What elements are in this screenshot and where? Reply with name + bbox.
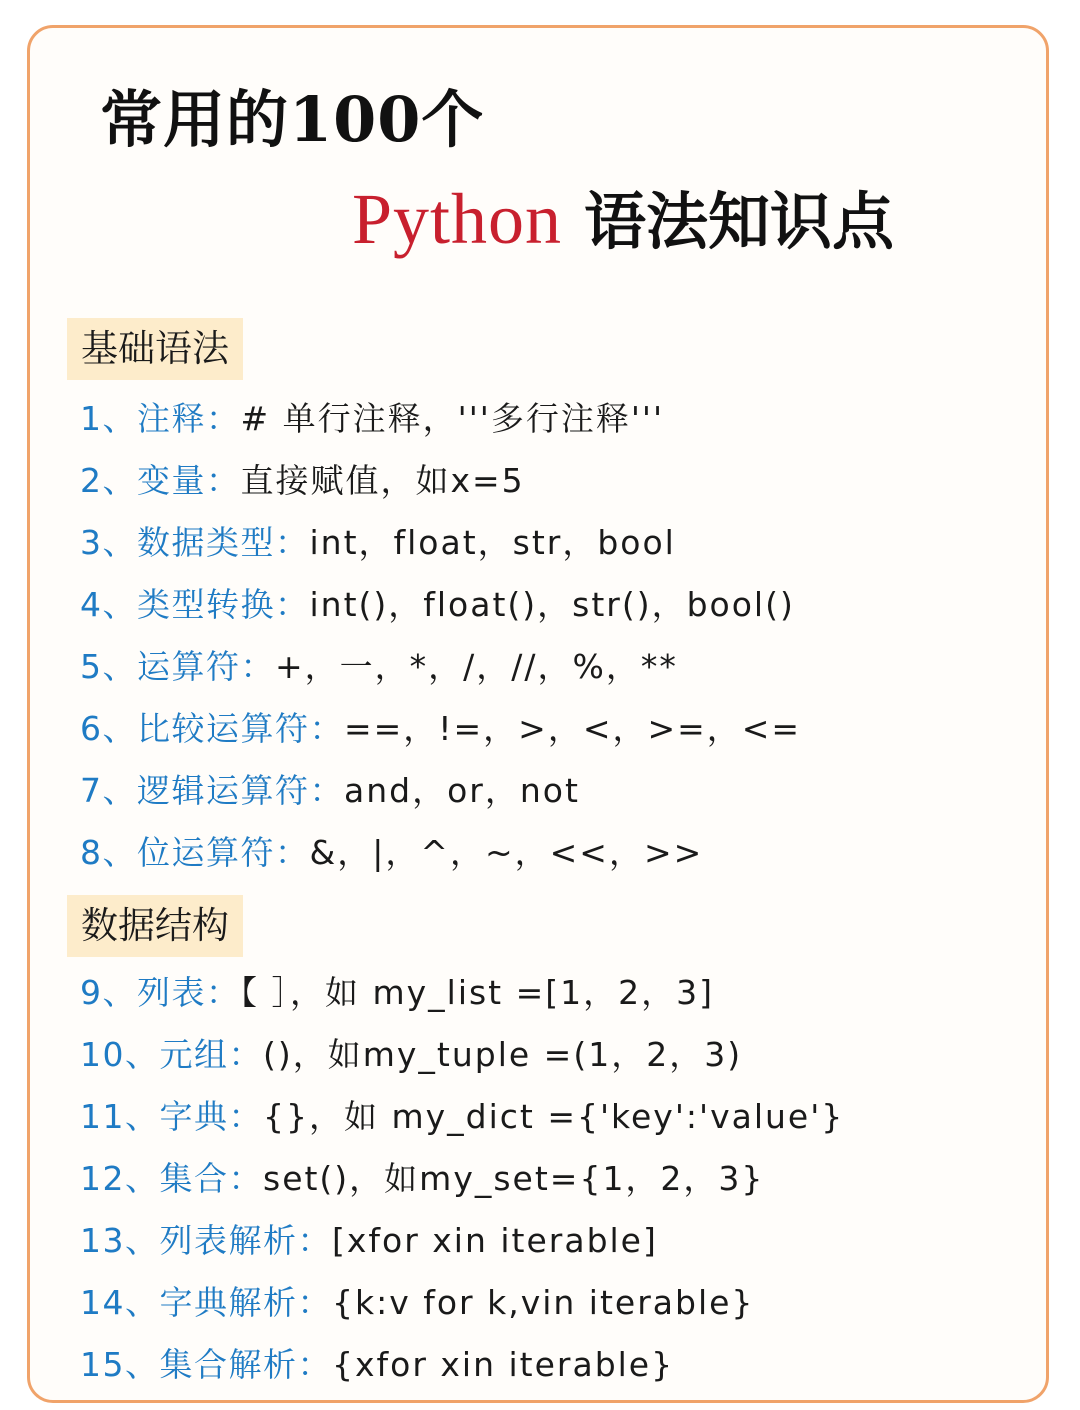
- item-label: 6、比较运算符：: [80, 709, 344, 748]
- item-label: 7、逻辑运算符：: [80, 771, 344, 810]
- item-label: 13、列表解析：: [80, 1221, 332, 1260]
- section-heading-data-structures: 数据结构: [67, 895, 243, 957]
- list-item: [80, 518, 676, 568]
- item-value: &，|，^，~，<<，>>: [309, 833, 704, 872]
- item-label: 15、集合解析：: [80, 1345, 332, 1384]
- item-value: ==，!=，>，<，>=，<=: [344, 709, 802, 748]
- item-value: +，一，*，/，//，%，**: [275, 647, 678, 686]
- item-label: 1、注释：: [80, 399, 241, 438]
- list-item: [80, 1278, 754, 1328]
- list-item: [80, 580, 795, 630]
- list-item: [80, 1154, 764, 1204]
- item-value: {k:v for k,vin iterable}: [332, 1283, 755, 1322]
- item-label: 4、类型转换：: [80, 585, 310, 624]
- item-value: {}，如 my_dict ={'key':'value'}: [263, 1097, 845, 1136]
- item-label: 9、列表：: [80, 973, 241, 1012]
- item-label: 12、集合：: [80, 1159, 263, 1198]
- item-value: set()，如my_set={1，2，3}: [263, 1159, 765, 1198]
- item-value: # 单行注释，'''多行注释''': [240, 399, 665, 438]
- title-python: Python: [352, 179, 563, 259]
- item-value: int()，float()，str()，bool(): [309, 585, 795, 624]
- item-label: 2、变量：: [80, 461, 241, 500]
- item-label: 14、字典解析：: [80, 1283, 332, 1322]
- item-value: {xfor xin iterable}: [332, 1345, 675, 1384]
- title-line-1: 常用的100个: [100, 83, 485, 156]
- item-value: ()，如my_tuple =(1，2，3): [263, 1035, 743, 1074]
- list-item: [80, 704, 801, 754]
- item-label: 8、位运算符：: [80, 833, 310, 872]
- item-value: [xfor xin iterable]: [332, 1221, 658, 1260]
- item-value: int，float，str，bool: [309, 523, 676, 562]
- item-label: 5、运算符：: [80, 647, 275, 686]
- section-heading-basic-syntax: 基础语法: [67, 318, 243, 380]
- list-item: [80, 456, 525, 506]
- list-item: [80, 828, 703, 878]
- title-rest: 语法知识点: [584, 185, 895, 258]
- list-item: [80, 766, 580, 816]
- item-label: 11、字典：: [80, 1097, 263, 1136]
- list-item: [80, 1092, 844, 1142]
- list-item: [80, 642, 678, 692]
- list-item: [80, 394, 664, 444]
- title-line-2: [352, 172, 894, 261]
- item-label: 3、数据类型：: [80, 523, 310, 562]
- list-item: [80, 968, 714, 1018]
- item-value: and，or，not: [344, 771, 580, 810]
- item-label: 10、元组：: [80, 1035, 263, 1074]
- item-value: 直接赋值，如x=5: [240, 461, 525, 500]
- list-item: [80, 1216, 658, 1266]
- item-value: 【 ］，如 my_list =[1，2，3]: [240, 973, 714, 1012]
- list-item: [80, 1030, 742, 1080]
- list-item: [80, 1340, 674, 1390]
